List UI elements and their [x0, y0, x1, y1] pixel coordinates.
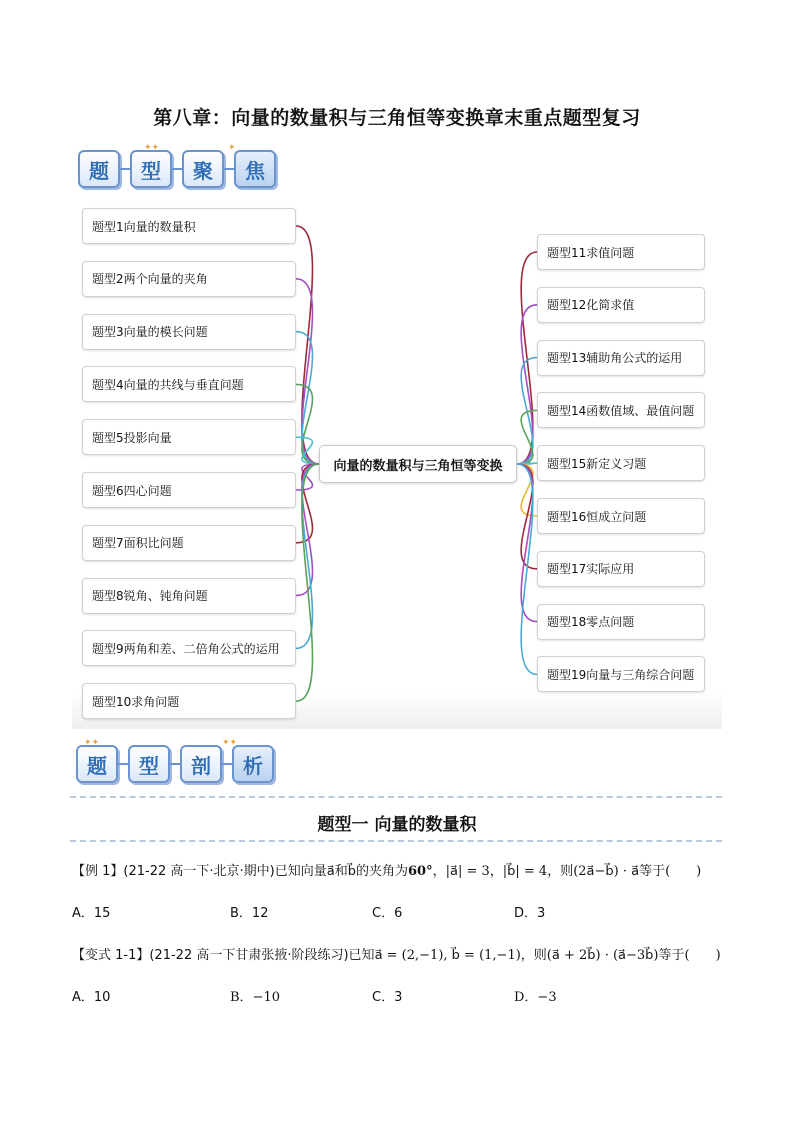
- mindmap-connector: [517, 410, 537, 464]
- mindmap-connector: [517, 464, 537, 622]
- option-a[interactable]: A．10: [72, 990, 111, 1005]
- mindmap-left-node: 题型9两角和差、二倍角公式的运用: [82, 630, 296, 666]
- mindmap-right-node: 题型12化简求值: [537, 287, 705, 323]
- mindmap-right-node: 题型14函数值域、最值问题: [537, 392, 705, 428]
- badge-char: 剖: [180, 745, 222, 783]
- mindmap-right-node: 题型13辅助角公式的运用: [537, 340, 705, 376]
- mindmap-right-node: 题型16恒成立问题: [537, 498, 705, 534]
- mindmap-left-node: 题型3向量的模长问题: [82, 314, 296, 350]
- mindmap-right-node: 题型17实际应用: [537, 551, 705, 587]
- mindmap: [72, 199, 722, 729]
- example-prefix: 【例 1】(21-22 高一下·北京·期中)已知向量: [72, 864, 327, 879]
- option-c[interactable]: C．6: [372, 906, 403, 921]
- page-title: 第八章：向量的数量积与三角恒等变换章末重点题型复习: [153, 107, 641, 129]
- mindmap-right-node: 题型19向量与三角综合问题: [537, 656, 705, 692]
- mindmap-connector: [296, 332, 319, 464]
- vector-a: a⃗: [326, 864, 335, 879]
- mindmap-connector: [296, 464, 319, 701]
- section-badge-analysis: [76, 745, 284, 783]
- mindmap-connector: [517, 305, 537, 464]
- badge-char: 题: [76, 745, 118, 783]
- vector-expression: a⃗ = (2,−1), b⃗ = (1,−1): [374, 948, 521, 963]
- section-heading: 题型一 向量的数量积: [317, 815, 477, 835]
- badge-char: 聚: [182, 150, 224, 188]
- mindmap-right-node: 题型11求值问题: [537, 234, 705, 270]
- question-ask: ，则(2a⃗−b⃗) · a⃗等于( ): [547, 864, 702, 879]
- question-ask: ，则(a⃗ + 2b⃗) · (a⃗−3b⃗)等于( ): [520, 948, 721, 963]
- angle-value: 60°: [408, 864, 433, 879]
- variant-1-1-question: [72, 944, 721, 963]
- example-text: 和: [334, 864, 348, 879]
- mindmap-left-node: 题型7面积比问题: [82, 525, 296, 561]
- badge-char: 型: [130, 150, 172, 188]
- example-text: 的夹角为: [355, 864, 408, 879]
- badge-char: 题: [78, 150, 120, 188]
- option-b[interactable]: B．−10: [230, 990, 280, 1005]
- option-b[interactable]: B．12: [230, 906, 269, 921]
- divider: [70, 796, 722, 798]
- mindmap-connector: [517, 464, 537, 516]
- mindmap-right-node: 题型15新定义习题: [537, 445, 705, 481]
- mindmap-connector: [296, 464, 319, 596]
- mindmap-left-node: 题型8锐角、钝角问题: [82, 578, 296, 614]
- mindmap-left-node: 题型2两个向量的夹角: [82, 261, 296, 297]
- vector-b: b⃗: [347, 864, 356, 879]
- section-badge-focus: [78, 150, 286, 188]
- mindmap-left-node: 题型4向量的共线与垂直问题: [82, 366, 296, 402]
- badge-char: 型: [128, 745, 170, 783]
- example-1-question: [72, 860, 701, 879]
- badge-char: 焦: [234, 150, 276, 188]
- variant-prefix: 【变式 1-1】(21-22 高一下甘肃张掖·阶段练习)已知: [72, 948, 375, 963]
- option-d[interactable]: D．3: [514, 906, 546, 921]
- sparkle-icon: ✦✦: [84, 738, 100, 748]
- sparkle-icon: ✦✦: [144, 143, 160, 153]
- condition-text: ，|a⃗| = 3，|b⃗| = 4: [432, 864, 548, 879]
- mindmap-left-node: 题型1向量的数量积: [82, 208, 296, 244]
- mindmap-connector: [296, 226, 319, 464]
- mindmap-center-node: 向量的数量积与三角恒等变换: [319, 445, 517, 483]
- divider: [70, 840, 722, 842]
- badge-char: 析: [232, 745, 274, 783]
- mindmap-connector: [296, 279, 319, 464]
- mindmap-left-node: 题型6四心问题: [82, 472, 296, 508]
- mindmap-left-node: 题型10求角问题: [82, 683, 296, 719]
- sparkle-icon: ✦✦: [222, 738, 238, 748]
- sparkle-icon: ✦: [228, 143, 236, 153]
- mindmap-connector: [296, 464, 319, 648]
- option-d[interactable]: D．−3: [514, 990, 557, 1005]
- option-c[interactable]: C．3: [372, 990, 403, 1005]
- mindmap-left-node: 题型5投影向量: [82, 419, 296, 455]
- mindmap-right-node: 题型18零点问题: [537, 604, 705, 640]
- option-a[interactable]: A．15: [72, 906, 111, 921]
